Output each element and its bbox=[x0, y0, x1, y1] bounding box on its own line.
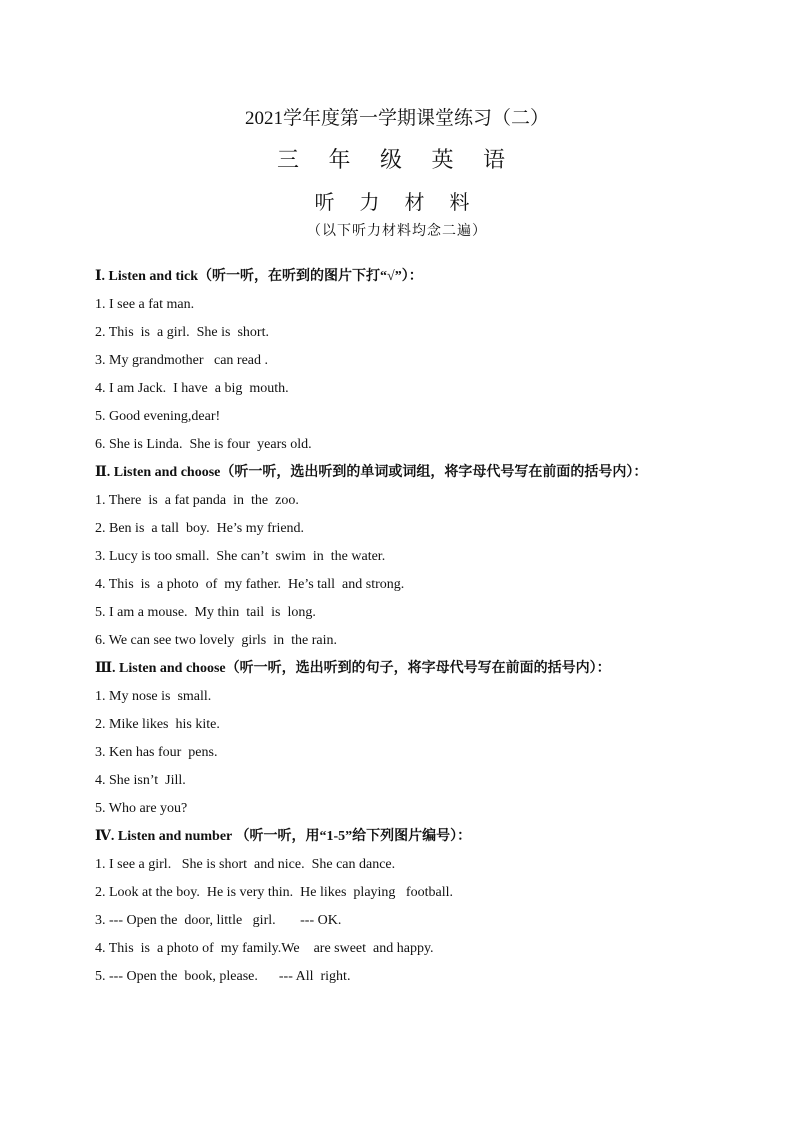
exercise-line: 6. She is Linda. She is four years old. bbox=[95, 437, 312, 452]
exercise-line: 2. This is a girl. She is short. bbox=[95, 325, 269, 340]
exercise-line: 4. I am Jack. I have a big mouth. bbox=[95, 381, 289, 396]
section-heading: Ⅱ. Listen and choose（听一听，选出听到的单词或词组，将字母代号写在前面的括号内）： bbox=[95, 465, 648, 480]
exercise-line: 2. Ben is a tall boy. He’s my friend. bbox=[95, 521, 305, 536]
section-heading: Ⅲ. Listen and choose（听一听，选出听到的句子，将字母代号写在前面的括号内）： bbox=[95, 661, 611, 676]
exercise-line: 1. There is a fat panda in the zoo. bbox=[95, 493, 299, 508]
exercise-line: 6. We can see two lovely girls in the rain. bbox=[95, 633, 337, 648]
exercise-line: 3. Ken has four pens. bbox=[95, 745, 218, 760]
exercise-line: 4. This is a photo of my father. He’s tall and strong. bbox=[95, 577, 405, 592]
exercise-line: 2. Mike likes his kite. bbox=[95, 717, 220, 732]
section-3 bbox=[95, 655, 755, 823]
listening-material-heading: 听 力 材 料 bbox=[314, 192, 480, 214]
exercise-line: 5. Good evening,dear! bbox=[95, 409, 221, 424]
section-heading: Ⅰ. Listen and tick（听一听，在听到的图片下打“√”）： bbox=[95, 269, 423, 284]
exercise-line: 5. --- Open the book, please. --- All right. bbox=[95, 969, 351, 984]
subject-heading: 三 年 级 英 语 bbox=[276, 147, 517, 172]
exercise-line: 3. My grandmother can read . bbox=[95, 353, 268, 368]
exercise-content bbox=[95, 263, 755, 991]
read-twice-note: （以下听力材料均念二遍） bbox=[307, 224, 487, 239]
exercise-line: 3. Lucy is too small. She can’t swim in the water. bbox=[95, 549, 386, 564]
section-4 bbox=[95, 823, 755, 991]
exercise-line: 1. I see a girl. She is short and nice. She can dance. bbox=[95, 857, 396, 872]
exercise-line: 3. --- Open the door, little girl. --- OK. bbox=[95, 913, 342, 928]
section-heading: Ⅳ. Listen and number （听一听，用“1-5”给下列图片编号）： bbox=[95, 829, 472, 844]
exercise-line: 2. Look at the boy. He is very thin. He likes playing football. bbox=[95, 885, 453, 900]
exercise-line: 4. This is a photo of my family.We are sweet and happy. bbox=[95, 941, 434, 956]
exercise-line: 5. Who are you? bbox=[95, 801, 188, 816]
exercise-line: 4. She isn’t Jill. bbox=[95, 773, 186, 788]
exercise-line: 1. My nose is small. bbox=[95, 689, 212, 704]
section-1 bbox=[95, 263, 755, 459]
exercise-line: 1. I see a fat man. bbox=[95, 297, 195, 312]
document-title: 2021学年度第一学期课堂练习（二） bbox=[244, 108, 549, 129]
exercise-line: 5. I am a mouse. My thin tail is long. bbox=[95, 605, 316, 620]
section-2 bbox=[95, 459, 755, 655]
